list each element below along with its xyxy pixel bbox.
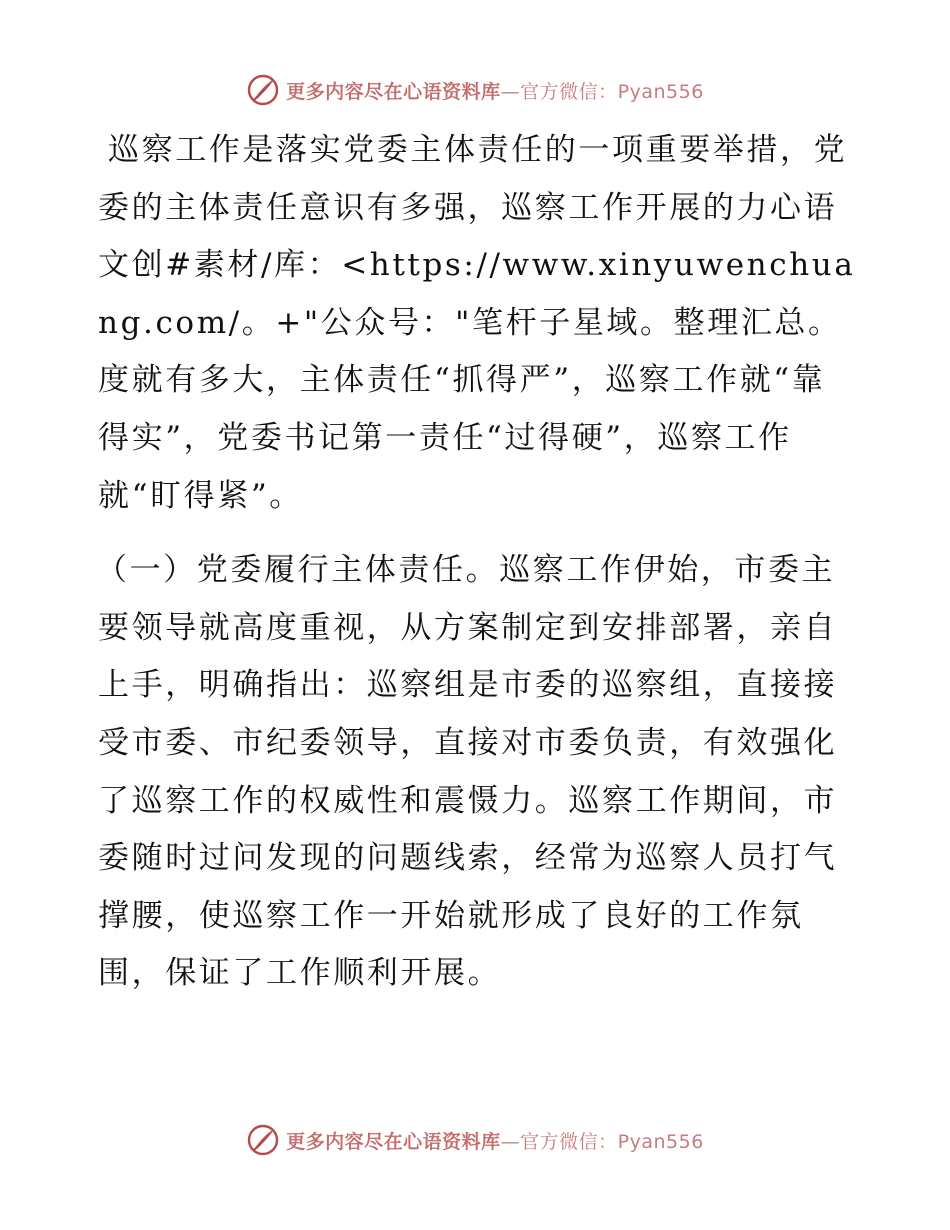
watermark-separator: — <box>500 80 521 103</box>
document-body <box>98 122 858 1003</box>
quill-logo-icon <box>246 73 280 107</box>
watermark-separator: — <box>500 1130 521 1153</box>
watermark-text <box>286 77 704 104</box>
watermark-account: 官方微信：Pyan556 <box>520 1130 704 1153</box>
paragraph-2: （一）党委履行主体责任。巡察工作伊始，市委主要领导就高度重视，从方案制定到安排部署，亲自上手，明确指出：巡察组是市委的巡察组，直接接受市委、市纪委领导，直接对市委负责，有效强化了巡察工作的权威性和震慑力。巡察工作期间，市委随时过问发现的问题线索，经常为巡察人员打气撑腰，使巡察工作一开始就形成了良好的工作氛围，保证了工作顺利开展。 <box>96 552 838 992</box>
header-watermark <box>0 70 950 110</box>
watermark-account: 官方微信：Pyan556 <box>520 80 704 103</box>
watermark-title: 更多内容尽在心语资料库 <box>286 1130 501 1153</box>
paragraph-1: 巡察工作是落实党委主体责任的一项重要举措，党委的主体责任意识有多强，巡察工作开展的力心语文创#素材/库：<https://www.xinyuwenchuang.com/。+"公众号："笔杆子星域。整理汇总。度就有多大，主体责任“抓得严”，巡察工作就“靠得实”，党委书记第一责任“过得硬”，巡察工作就“盯得紧”。 <box>98 132 856 514</box>
watermark-text <box>286 1127 704 1154</box>
watermark-title: 更多内容尽在心语资料库 <box>286 80 501 103</box>
quill-logo-icon <box>246 1123 280 1157</box>
footer-watermark <box>0 1120 950 1160</box>
